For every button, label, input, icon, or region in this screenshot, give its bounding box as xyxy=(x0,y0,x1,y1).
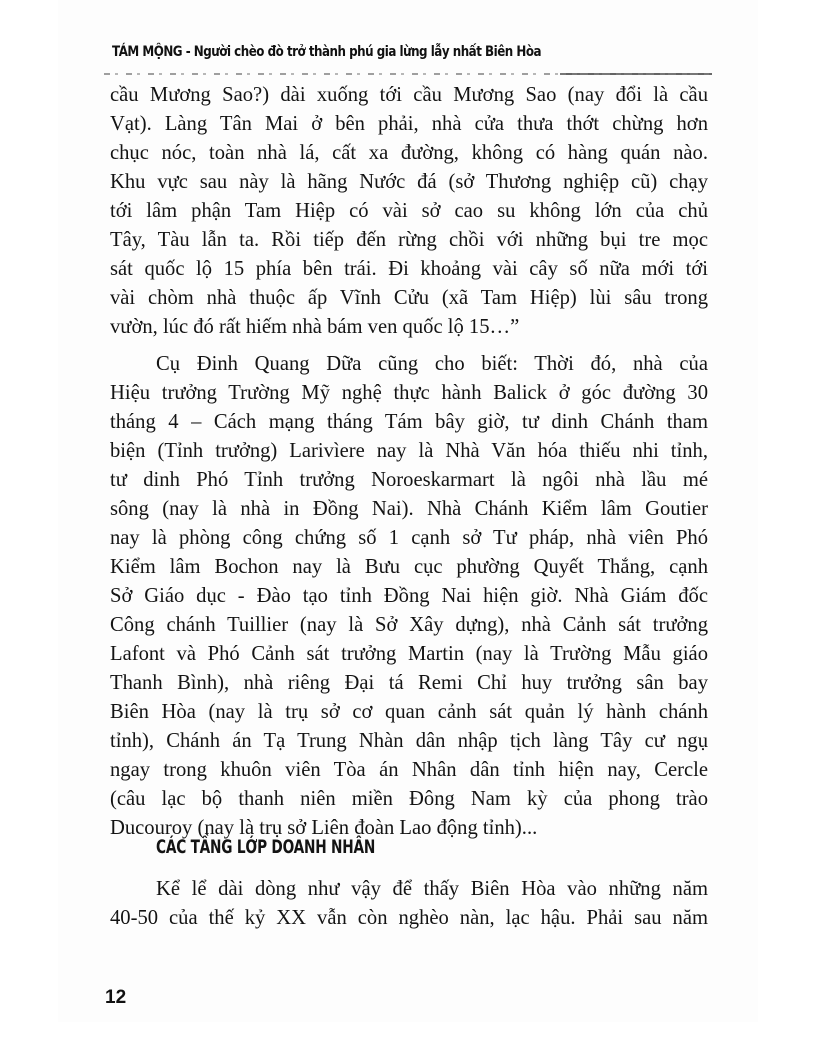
text-line: tới lâm phận Tam Hiệp có vài sở cao su không lớn của chủ xyxy=(110,200,708,222)
text-line: Tây, Tàu lẫn ta. Rồi tiếp đến rừng chồi với những bụi tre mọc xyxy=(110,229,708,251)
text-line: Khu vực sau này là hãng Nước đá (sở Thương nghiệp cũ) chạy xyxy=(110,171,708,193)
paragraph-3 xyxy=(110,875,708,933)
text-line: tư dinh Phó Tỉnh trưởng Noroeskarmart là ngôi nhà lầu mé xyxy=(110,469,708,491)
text-line: vài chòm nhà thuộc ấp Vĩnh Cửu (xã Tam Hiệp) lùi sâu trong xyxy=(110,287,708,309)
text-line: Kiểm lâm Bochon nay là Bưu cục phường Quyết Thắng, cạnh xyxy=(110,556,708,578)
section-heading: CÁC TẦNG LỚP DOANH NHÂN xyxy=(156,836,376,858)
text-line: Ducouroy (nay là trụ sở Liên đoàn Lao động tỉnh)... xyxy=(110,817,538,839)
text-line: Sở Giáo dục - Đào tạo tỉnh Đồng Nai hiện giờ. Nhà Giám đốc xyxy=(110,585,708,607)
text-line: Công chánh Tuillier (nay là Sở Xây dựng), nhà Cảnh sát trưởng xyxy=(110,614,708,636)
text-line: Lafont và Phó Cảnh sát trưởng Martin (nay là Trường Mẫu giáo xyxy=(110,643,708,665)
text-line: Vạt). Làng Tân Mai ở bên phải, nhà cửa thưa thớt chừng hơn xyxy=(110,113,708,135)
text-line: biện (Tỉnh trưởng) Larivìere nay là Nhà Văn hóa thiếu nhi tỉnh, xyxy=(110,440,708,462)
text-line: chục nóc, toàn nhà lá, cất xa đường, không có hàng quán nào. xyxy=(110,142,708,164)
running-header: TÁM MỘNG - Người chèo đò trở thành phú gia lừng lẫy nhất Biên Hòa xyxy=(112,44,542,60)
text-line: Thanh Bình), nhà riêng Đại tá Remi Chỉ huy trưởng sân bay xyxy=(110,672,708,694)
text-line: ngay trong khuôn viên Tòa án Nhân dân tỉnh hiện nay, Cercle xyxy=(110,759,708,781)
text-line: Biên Hòa (nay là trụ sở cơ quan cảnh sát quản lý hành chánh xyxy=(110,701,708,723)
body-text-continued xyxy=(110,875,708,941)
text-line: Cụ Đinh Quang Dữa cũng cho biết: Thời đó, nhà của xyxy=(156,353,708,375)
text-line: Kể lể dài dòng như vậy để thấy Biên Hòa vào những năm xyxy=(156,878,708,900)
text-line: 40-50 của thế kỷ XX vẫn còn nghèo nàn, lạc hậu. Phải sau năm xyxy=(110,907,708,929)
text-line: sát quốc lộ 15 phía bên trái. Đi khoảng vài cây số nữa mới tới xyxy=(110,258,708,280)
text-line: Hiệu trưởng Trường Mỹ nghệ thực hành Balick ở góc đường 30 xyxy=(110,382,708,404)
body-text xyxy=(110,81,708,851)
text-line: (câu lạc bộ thanh niên miền Đông Nam kỳ của phong trào xyxy=(110,788,708,810)
text-line: tỉnh), Chánh án Tạ Trung Nhàn dân nhập tịch làng Tây cư ngụ xyxy=(110,730,708,752)
text-line: sông (nay là nhà in Đồng Nai). Nhà Chánh Kiểm lâm Goutier xyxy=(110,498,708,520)
text-line: tháng 4 – Cách mạng tháng Tám bây giờ, tư dinh Chánh tham xyxy=(110,411,708,433)
header-rule-segment xyxy=(560,73,712,75)
paragraph-2 xyxy=(110,350,708,843)
text-line: vườn, lúc đó rất hiếm nhà bám ven quốc lộ 15…” xyxy=(110,316,520,338)
text-line: nay là phòng công chứng số 1 cạnh sở Tư pháp, nhà viên Phó xyxy=(110,527,708,549)
page-number: 12 xyxy=(105,987,127,1008)
paragraph-1 xyxy=(110,81,708,342)
text-line: cầu Mương Sao?) dài xuống tới cầu Mương Sao (nay đổi là cầu xyxy=(110,84,708,106)
